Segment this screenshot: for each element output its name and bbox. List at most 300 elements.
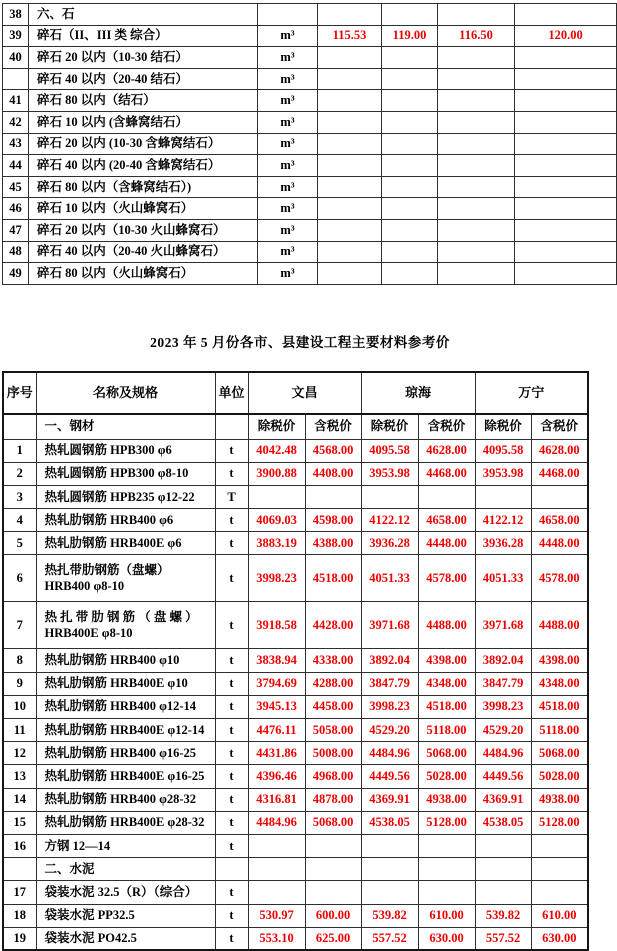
price-cell (361, 485, 418, 508)
price-cell: 4449.56 (475, 765, 531, 788)
material-name-cell: 热轧肋钢筋 HRB400E φ10 (36, 672, 215, 695)
top-table-wrap (2, 3, 600, 285)
material-name-cell: 热轧圆钢筋 HPB300 φ6 (36, 439, 215, 462)
price-cell: 4122.12 (475, 509, 531, 532)
price-cell (531, 881, 588, 904)
price-cell: 4428.00 (305, 602, 361, 649)
price-cell: 4538.05 (475, 811, 531, 834)
price-cell: 4408.00 (305, 462, 361, 485)
price-cell (438, 176, 515, 198)
table-row (3, 219, 617, 241)
price-cell (438, 4, 515, 26)
price-cell: 4518.00 (418, 695, 475, 718)
price-cell (382, 176, 438, 198)
row-number-cell (3, 414, 36, 439)
material-name-cell: 碎石 20 以内 (10-30 含蜂窝结石） (29, 133, 258, 155)
price-cell (318, 90, 382, 112)
unit-cell: t (215, 602, 248, 649)
price-cell (305, 881, 361, 904)
price-cell: 4388.00 (305, 532, 361, 555)
price-cell (318, 47, 382, 69)
table-row (3, 602, 588, 649)
table-row (3, 555, 588, 602)
unit-cell: t (215, 904, 248, 927)
price-cell (382, 263, 438, 285)
material-name-cell: 方钢 12—14 (36, 834, 215, 857)
price-cell (418, 485, 475, 508)
row-number-cell: 43 (3, 133, 29, 155)
price-cell: 4448.00 (531, 532, 588, 555)
table-row (3, 133, 617, 155)
unit-cell: t (215, 927, 248, 950)
unit-cell: m³ (258, 176, 318, 198)
row-number-cell: 5 (3, 532, 36, 555)
price-cell: 4568.00 (305, 439, 361, 462)
row-number-cell: 13 (3, 765, 36, 788)
price-cell: 4288.00 (305, 672, 361, 695)
row-number-cell: 47 (3, 219, 29, 241)
row-number-cell: 44 (3, 155, 29, 177)
material-name-cell: 热轧肋钢筋 HRB400E φ16-25 (36, 765, 215, 788)
price-cell (382, 4, 438, 26)
row-number-cell: 40 (3, 47, 29, 69)
price-cell: 3998.23 (361, 695, 418, 718)
row-number-cell: 41 (3, 90, 29, 112)
price-cell (318, 133, 382, 155)
table-row (3, 765, 588, 788)
price-cell: 539.82 (361, 904, 418, 927)
table-row (3, 881, 588, 904)
price-cell: 4369.91 (475, 788, 531, 811)
city-header-cell: 文昌 (248, 372, 361, 414)
price-cell: 3847.79 (475, 672, 531, 695)
price-cell: 4369.91 (361, 788, 418, 811)
row-number-cell: 4 (3, 509, 36, 532)
price-cell: 120.00 (515, 25, 617, 47)
price-cell (305, 834, 361, 857)
price-cell: 4658.00 (418, 509, 475, 532)
price-cell: 3945.13 (248, 695, 305, 718)
unit-cell: t (215, 649, 248, 672)
unit-cell: t (215, 834, 248, 857)
price-cell (438, 155, 515, 177)
price-cell: 4968.00 (305, 765, 361, 788)
row-number-cell: 48 (3, 241, 29, 263)
price-cell: 3847.79 (361, 672, 418, 695)
price-cell: 3953.98 (361, 462, 418, 485)
price-cell: 4628.00 (531, 439, 588, 462)
price-cell: 4598.00 (305, 509, 361, 532)
unit-cell: t (215, 532, 248, 555)
price-cell: 4431.86 (248, 742, 305, 765)
price-cell: 4488.00 (418, 602, 475, 649)
price-cell (382, 155, 438, 177)
price-cell: 4338.00 (305, 649, 361, 672)
price-cell (318, 176, 382, 198)
price-cell: 630.00 (531, 927, 588, 950)
table-row (3, 155, 617, 177)
price-cell (515, 47, 617, 69)
price-cell: 4042.48 (248, 439, 305, 462)
table-row (3, 241, 617, 263)
price-cell: 5068.00 (305, 811, 361, 834)
unit-cell: m³ (258, 68, 318, 90)
unit-cell: T (215, 485, 248, 508)
material-name-cell: 袋装水泥 PP32.5 (36, 904, 215, 927)
price-cell (382, 133, 438, 155)
row-number-cell: 3 (3, 485, 36, 508)
unit-cell: m³ (258, 133, 318, 155)
table-row (3, 263, 617, 285)
material-name-cell: 热轧肋钢筋 HRB400E φ12-14 (36, 719, 215, 742)
unit-cell: m³ (258, 241, 318, 263)
price-cell: 4051.33 (361, 555, 418, 602)
price-cell (382, 241, 438, 263)
row-number-cell: 9 (3, 672, 36, 695)
price-cell (361, 881, 418, 904)
section-row (3, 858, 588, 881)
price-cell: 625.00 (305, 927, 361, 950)
price-cell (382, 68, 438, 90)
material-name-cell: 热 扎 带 肋 钢 筋 （ 盘 螺 ） HRB400E φ8-10 (36, 602, 215, 649)
row-number-cell: 18 (3, 904, 36, 927)
price-cell (318, 219, 382, 241)
unit-cell: m³ (258, 198, 318, 220)
material-name-cell: 碎石 40 以内（20-40 结石） (29, 68, 258, 90)
price-cell: 4484.96 (475, 742, 531, 765)
price-cell: 4578.00 (531, 555, 588, 602)
price-cell (361, 834, 418, 857)
table-row (3, 47, 617, 69)
price-cell: 5028.00 (418, 765, 475, 788)
material-name-cell: 碎石 40 以内 (20-40 含蜂窝结石） (29, 155, 258, 177)
price-cell: 630.00 (418, 927, 475, 950)
price-cell (438, 111, 515, 133)
row-number-cell: 11 (3, 719, 36, 742)
material-name-cell: 碎石 80 以内（结石） (29, 90, 258, 112)
material-name-cell: 热轧肋钢筋 HRB400 φ10 (36, 649, 215, 672)
unit-header-cell: 单位 (215, 372, 248, 414)
table-row (3, 90, 617, 112)
price-cell (515, 198, 617, 220)
price-cell (515, 133, 617, 155)
unit-cell: m³ (258, 219, 318, 241)
price-cell: 3892.04 (361, 649, 418, 672)
table-row (3, 532, 588, 555)
price-type-header-cell: 除税价 (361, 414, 418, 439)
unit-cell: t (215, 439, 248, 462)
price-cell: 4658.00 (531, 509, 588, 532)
price-cell: 4938.00 (531, 788, 588, 811)
header-row-price-types (3, 414, 588, 439)
price-cell (318, 241, 382, 263)
price-type-header-cell: 除税价 (475, 414, 531, 439)
unit-cell: t (215, 695, 248, 718)
price-cell (438, 198, 515, 220)
city-header-cell: 琼海 (361, 372, 475, 414)
price-cell: 4488.00 (531, 602, 588, 649)
name-header-cell: 名称及规格 (36, 372, 215, 414)
table-row (3, 439, 588, 462)
price-cell: 4458.00 (305, 695, 361, 718)
price-cell: 4518.00 (531, 695, 588, 718)
material-name-cell: 碎石 20 以内（10-30 火山蜂窝石） (29, 219, 258, 241)
row-number-cell: 14 (3, 788, 36, 811)
price-cell: 3883.19 (248, 532, 305, 555)
price-cell: 610.00 (531, 904, 588, 927)
price-cell (248, 834, 305, 857)
table-row (3, 834, 588, 857)
price-cell (318, 263, 382, 285)
price-cell (438, 219, 515, 241)
price-cell (475, 834, 531, 857)
price-cell (438, 263, 515, 285)
price-cell (531, 858, 588, 881)
price-cell: 557.52 (361, 927, 418, 950)
unit-cell: m³ (258, 90, 318, 112)
unit-cell: t (215, 742, 248, 765)
price-cell: 4518.00 (305, 555, 361, 602)
material-name-cell: 六、石 (29, 4, 258, 26)
unit-cell: m³ (258, 263, 318, 285)
table-row (3, 742, 588, 765)
section-header-cell: 一、钢材 (36, 414, 215, 439)
materials-price-table (2, 371, 589, 951)
price-cell (438, 241, 515, 263)
price-cell: 4449.56 (361, 765, 418, 788)
price-cell: 3838.94 (248, 649, 305, 672)
unit-cell: m³ (258, 155, 318, 177)
price-cell: 5128.00 (531, 811, 588, 834)
price-cell: 4468.00 (418, 462, 475, 485)
price-cell (515, 111, 617, 133)
price-cell: 4051.33 (475, 555, 531, 602)
row-number-cell: 10 (3, 695, 36, 718)
row-number-cell: 15 (3, 811, 36, 834)
price-cell: 4476.11 (248, 719, 305, 742)
price-cell: 610.00 (418, 904, 475, 927)
document-title: 2023 年 5 月份各市、县建设工程主要材料参考价 (150, 335, 450, 350)
price-cell: 4484.96 (248, 811, 305, 834)
price-cell: 5128.00 (418, 811, 475, 834)
materials-price-table-body (3, 372, 588, 950)
price-cell: 4529.20 (475, 719, 531, 742)
price-cell: 3971.68 (361, 602, 418, 649)
price-cell (515, 176, 617, 198)
row-number-cell: 49 (3, 263, 29, 285)
price-cell: 5008.00 (305, 742, 361, 765)
row-number-cell: 42 (3, 111, 29, 133)
table-row (3, 198, 617, 220)
price-cell: 4398.00 (418, 649, 475, 672)
row-number-cell: 39 (3, 25, 29, 47)
row-number-cell: 46 (3, 198, 29, 220)
price-cell (438, 47, 515, 69)
price-cell: 553.10 (248, 927, 305, 950)
material-name-cell: 热轧肋钢筋 HRB400 φ6 (36, 509, 215, 532)
table-row (3, 4, 617, 26)
table-row (3, 719, 588, 742)
row-number-cell: 1 (3, 439, 36, 462)
price-cell: 600.00 (305, 904, 361, 927)
section-header-cell: 二、水泥 (36, 858, 215, 881)
price-type-header-cell: 含税价 (418, 414, 475, 439)
material-name-cell: 袋装水泥 PO42.5 (36, 927, 215, 950)
price-type-header-cell: 含税价 (305, 414, 361, 439)
price-cell (515, 219, 617, 241)
table-row (3, 68, 617, 90)
price-cell: 557.52 (475, 927, 531, 950)
table-row (3, 25, 617, 47)
price-cell (438, 90, 515, 112)
price-cell: 115.53 (318, 25, 382, 47)
price-cell: 4878.00 (305, 788, 361, 811)
table-row (3, 176, 617, 198)
unit-cell (215, 414, 248, 439)
price-cell: 3998.23 (248, 555, 305, 602)
row-number-cell: 2 (3, 462, 36, 485)
price-cell: 5118.00 (418, 719, 475, 742)
unit-cell: t (215, 672, 248, 695)
price-cell: 539.82 (475, 904, 531, 927)
row-number-cell: 16 (3, 834, 36, 857)
price-cell (382, 90, 438, 112)
material-name-cell: 碎石 10 以内 (含蜂窝结石） (29, 111, 258, 133)
price-cell: 4069.03 (248, 509, 305, 532)
price-cell (382, 47, 438, 69)
price-cell: 116.50 (438, 25, 515, 47)
table-row (3, 509, 588, 532)
price-cell: 4095.58 (361, 439, 418, 462)
price-cell (475, 881, 531, 904)
price-cell: 4468.00 (531, 462, 588, 485)
price-cell: 4398.00 (531, 649, 588, 672)
header-row-cities (3, 372, 588, 414)
stone-price-table-body (3, 4, 617, 285)
price-cell (305, 485, 361, 508)
price-cell: 3892.04 (475, 649, 531, 672)
unit-cell (215, 858, 248, 881)
row-number-cell: 7 (3, 602, 36, 649)
price-cell (515, 155, 617, 177)
stone-price-table (2, 3, 617, 285)
price-cell (418, 881, 475, 904)
price-cell: 530.97 (248, 904, 305, 927)
price-cell: 3936.28 (475, 532, 531, 555)
price-cell: 4396.46 (248, 765, 305, 788)
unit-cell: m³ (258, 47, 318, 69)
row-number-cell: 19 (3, 927, 36, 950)
price-cell: 4538.05 (361, 811, 418, 834)
material-name-cell: 碎石 20 以内（10-30 结石） (29, 47, 258, 69)
material-name-cell: 热轧肋钢筋 HRB400 φ28-32 (36, 788, 215, 811)
table-row (3, 811, 588, 834)
unit-cell: t (215, 462, 248, 485)
price-cell (438, 133, 515, 155)
price-cell (248, 858, 305, 881)
price-cell (418, 858, 475, 881)
unit-cell: t (215, 719, 248, 742)
table-row (3, 788, 588, 811)
unit-cell: t (215, 555, 248, 602)
row-number-cell (3, 68, 29, 90)
price-cell: 4628.00 (418, 439, 475, 462)
price-cell (515, 4, 617, 26)
material-name-cell: 碎石 80 以内（火山蜂窝石） (29, 263, 258, 285)
price-cell: 3900.88 (248, 462, 305, 485)
row-number-cell: 38 (3, 4, 29, 26)
price-cell: 3794.69 (248, 672, 305, 695)
material-name-cell: 碎石 80 以内（含蜂窝结石）) (29, 176, 258, 198)
price-cell (318, 198, 382, 220)
material-name-cell: 碎石（II、III 类 综合） (29, 25, 258, 47)
unit-cell: t (215, 765, 248, 788)
table-row (3, 485, 588, 508)
price-cell: 4529.20 (361, 719, 418, 742)
price-cell (382, 111, 438, 133)
price-cell: 4316.81 (248, 788, 305, 811)
price-cell (361, 858, 418, 881)
unit-cell: t (215, 509, 248, 532)
price-cell (515, 241, 617, 263)
price-cell (418, 834, 475, 857)
row-number-cell (3, 858, 36, 881)
table-row (3, 649, 588, 672)
price-cell (515, 263, 617, 285)
city-header-cell: 万宁 (475, 372, 588, 414)
price-cell (531, 485, 588, 508)
price-cell (438, 68, 515, 90)
price-cell: 4938.00 (418, 788, 475, 811)
price-cell: 3936.28 (361, 532, 418, 555)
table-row (3, 672, 588, 695)
unit-cell: t (215, 881, 248, 904)
unit-cell: t (215, 788, 248, 811)
price-cell (515, 68, 617, 90)
price-cell: 3918.58 (248, 602, 305, 649)
row-number-cell: 17 (3, 881, 36, 904)
price-cell: 4348.00 (531, 672, 588, 695)
price-cell: 4122.12 (361, 509, 418, 532)
price-type-header-cell: 除税价 (248, 414, 305, 439)
material-name-cell: 热轧圆钢筋 HPB300 φ8-10 (36, 462, 215, 485)
price-cell: 3971.68 (475, 602, 531, 649)
row-number-cell: 12 (3, 742, 36, 765)
material-name-cell: 热扎带肋钢筋（盘螺）HRB400 φ8-10 (36, 555, 215, 602)
price-cell (305, 858, 361, 881)
price-cell (531, 834, 588, 857)
price-cell (318, 68, 382, 90)
table-row (3, 462, 588, 485)
table-row (3, 111, 617, 133)
material-name-cell: 热轧肋钢筋 HRB400E φ6 (36, 532, 215, 555)
material-name-cell: 热轧肋钢筋 HRB400 φ12-14 (36, 695, 215, 718)
price-cell: 5058.00 (305, 719, 361, 742)
price-cell (318, 4, 382, 26)
table-row (3, 695, 588, 718)
table-row (3, 927, 588, 950)
price-cell (248, 485, 305, 508)
price-type-header-cell: 含税价 (531, 414, 588, 439)
table-row (3, 904, 588, 927)
unit-cell (258, 4, 318, 26)
price-cell: 4448.00 (418, 532, 475, 555)
material-name-cell: 碎石 10 以内（火山蜂窝石） (29, 198, 258, 220)
unit-cell: t (215, 811, 248, 834)
price-cell (318, 155, 382, 177)
material-name-cell: 热轧肋钢筋 HRB400 φ16-25 (36, 742, 215, 765)
price-cell: 5118.00 (531, 719, 588, 742)
